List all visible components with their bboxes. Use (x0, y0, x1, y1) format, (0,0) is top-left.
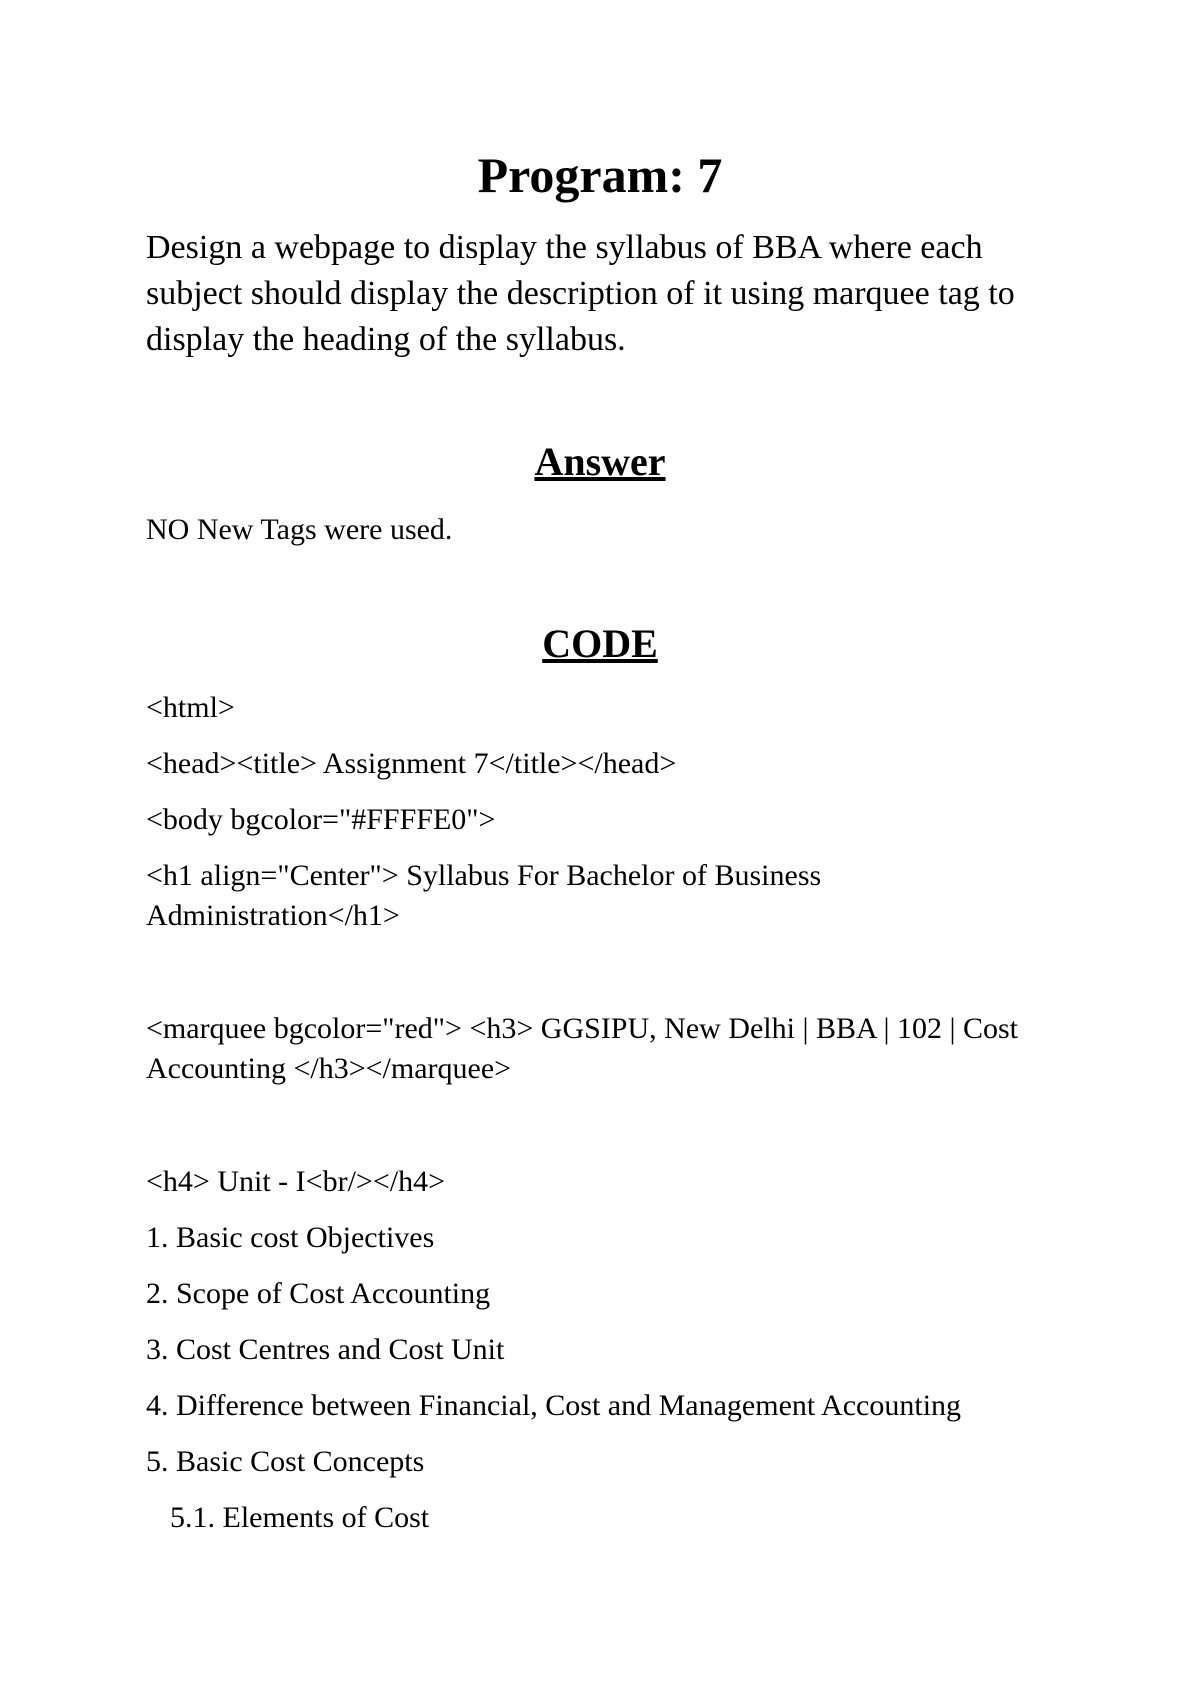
code-line: <body bgcolor="#FFFFE0"> (146, 803, 496, 836)
code-line: <h4> Unit - I<br/></h4> (146, 1165, 445, 1198)
list-item: 5. Basic Cost Concepts (146, 1445, 425, 1478)
code-line: <h1 align="Center"> Syllabus For Bachelor of Business Administration</h1> (146, 859, 822, 932)
list-item: 3. Cost Centres and Cost Unit (146, 1333, 505, 1366)
code-line: <marquee bgcolor="red"> <h3> GGSIPU, New Delhi | BBA | 102 | Cost Accounting </h3></marquee> (146, 1012, 1019, 1085)
code-line: <head><title> Assignment 7</title></head> (146, 747, 677, 780)
list-item: 2. Scope of Cost Accounting (146, 1277, 491, 1310)
page-title: Program: 7 (477, 147, 723, 203)
list-item: 1. Basic cost Objectives (146, 1221, 435, 1254)
code-heading: CODE (542, 621, 658, 666)
answer-text: NO New Tags were used. (146, 513, 453, 546)
sub-list-item: 5.1. Elements of Cost (170, 1501, 430, 1534)
question-text: Design a webpage to display the syllabus of BBA where each subject should display the description of it using marquee tag to display the heading of the syllabus. (146, 229, 1015, 358)
code-line: <html> (146, 691, 235, 724)
list-item: 4. Difference between Financial, Cost and Management Accounting (146, 1389, 962, 1422)
answer-heading: Answer (534, 439, 666, 484)
